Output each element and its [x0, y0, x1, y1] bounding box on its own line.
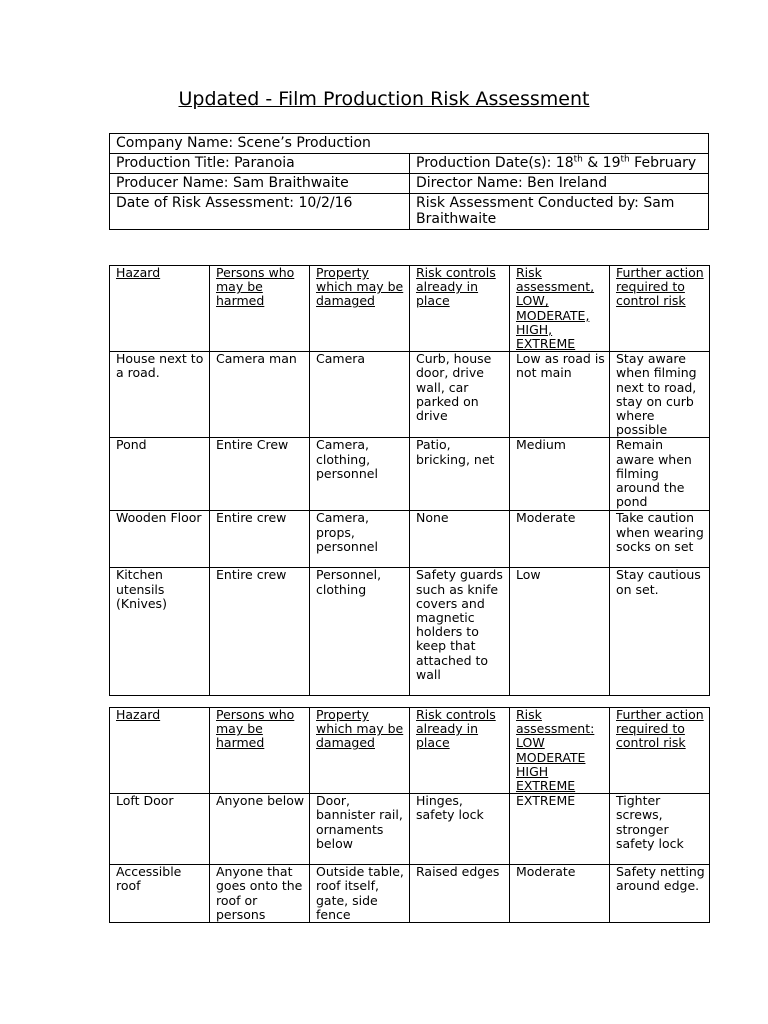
table-row	[110, 568, 710, 696]
header-cell: Risk controls already in place	[410, 708, 510, 794]
table-row	[110, 352, 710, 438]
info-row	[110, 134, 709, 154]
production-dates-suffix: February	[629, 155, 697, 171]
table-row	[110, 438, 710, 511]
hazard-cell: House next to a road.	[110, 352, 210, 438]
production-dates-mid: & 19	[582, 155, 621, 171]
risk-table-1	[109, 265, 710, 696]
risk-table-header-row	[110, 708, 710, 794]
persons-cell: Entire crew	[210, 511, 310, 568]
hazard-cell: Accessible roof	[110, 865, 210, 923]
company-name-cell: Company Name: Scene’s Production	[110, 134, 709, 154]
production-dates-prefix: Production Date(s): 18	[416, 155, 574, 171]
property-cell: Outside table, roof itself, gate, side fence	[310, 865, 410, 923]
assessment-cell: Medium	[510, 438, 610, 511]
header-cell: Risk assessment, LOW, MODERATE, HIGH, EXTREME	[510, 266, 610, 352]
conducted-by-cell: Risk Assessment Conducted by: Sam Braithwaite	[410, 194, 709, 230]
production-title-cell: Production Title: Paranoia	[110, 154, 410, 174]
hazard-cell: Kitchen utensils (Knives)	[110, 568, 210, 696]
production-info-table	[109, 133, 709, 230]
producer-name-cell: Producer Name: Sam Braithwaite	[110, 174, 410, 194]
table-row	[110, 865, 710, 923]
persons-cell: Entire crew	[210, 568, 310, 696]
header-cell: Hazard	[110, 708, 210, 794]
assessment-date-cell: Date of Risk Assessment: 10/2/16	[110, 194, 410, 230]
property-cell: Camera	[310, 352, 410, 438]
director-name-cell: Director Name: Ben Ireland	[410, 174, 709, 194]
assessment-cell: EXTREME	[510, 794, 610, 865]
property-cell: Door, bannister rail, ornaments below	[310, 794, 410, 865]
persons-cell: Entire Crew	[210, 438, 310, 511]
property-cell: Personnel, clothing	[310, 568, 410, 696]
assessment-cell: Low	[510, 568, 610, 696]
header-cell: Hazard	[110, 266, 210, 352]
header-cell: Property which may be damaged	[310, 708, 410, 794]
controls-cell: Safety guards such as knife covers and magnetic holders to keep that attached to wall	[410, 568, 510, 696]
further-action-cell: Tighter screws, stronger safety lock	[610, 794, 710, 865]
further-action-cell: Stay aware when filming next to road, stay on curb where possible	[610, 352, 710, 438]
assessment-cell: Moderate	[510, 865, 610, 923]
further-action-cell: Take caution when wearing socks on set	[610, 511, 710, 568]
property-cell: Camera, props, personnel	[310, 511, 410, 568]
header-cell: Property which may be damaged	[310, 266, 410, 352]
hazard-cell: Loft Door	[110, 794, 210, 865]
production-dates-cell	[410, 154, 709, 174]
table-row	[110, 794, 710, 865]
controls-cell: None	[410, 511, 510, 568]
controls-cell: Patio, bricking, net	[410, 438, 510, 511]
info-row	[110, 154, 709, 174]
ordinal-suffix: th	[620, 154, 630, 165]
header-cell: Risk assessment: LOW MODERATE HIGH EXTREME	[510, 708, 610, 794]
further-action-cell: Stay cautious on set.	[610, 568, 710, 696]
persons-cell: Anyone below	[210, 794, 310, 865]
persons-cell: Camera man	[210, 352, 310, 438]
ordinal-suffix: th	[573, 154, 583, 165]
table-row	[110, 511, 710, 568]
controls-cell: Hinges, safety lock	[410, 794, 510, 865]
header-cell: Persons who may be harmed	[210, 266, 310, 352]
further-action-cell: Remain aware when filming around the pond	[610, 438, 710, 511]
controls-cell: Raised edges	[410, 865, 510, 923]
assessment-cell: Low as road is not main	[510, 352, 610, 438]
header-cell: Further action required to control risk	[610, 266, 710, 352]
header-cell: Persons who may be harmed	[210, 708, 310, 794]
header-cell: Further action required to control risk	[610, 708, 710, 794]
risk-table-header-row	[110, 266, 710, 352]
info-row	[110, 174, 709, 194]
info-row	[110, 194, 709, 230]
persons-cell: Anyone that goes onto the roof or persons	[210, 865, 310, 923]
document-title: Updated - Film Production Risk Assessment	[178, 88, 590, 110]
hazard-cell: Pond	[110, 438, 210, 511]
assessment-cell: Moderate	[510, 511, 610, 568]
hazard-cell: Wooden Floor	[110, 511, 210, 568]
further-action-cell: Safety netting around edge.	[610, 865, 710, 923]
controls-cell: Curb, house door, drive wall, car parked on drive	[410, 352, 510, 438]
property-cell: Camera, clothing, personnel	[310, 438, 410, 511]
header-cell: Risk controls already in place	[410, 266, 510, 352]
risk-table-2	[109, 707, 710, 923]
